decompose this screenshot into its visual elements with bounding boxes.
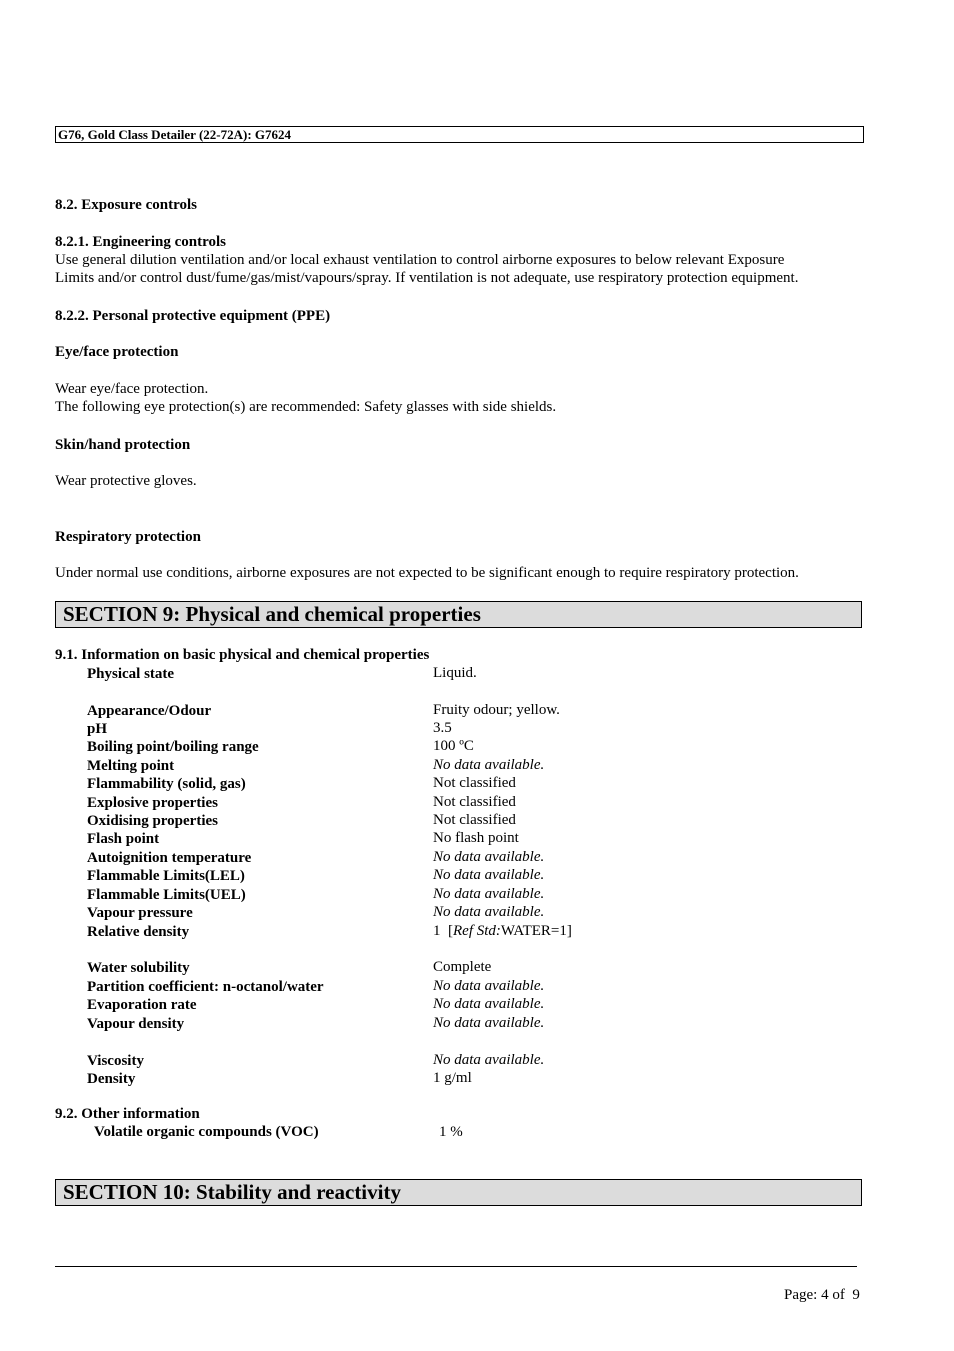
eye-protection-text-line1: Wear eye/face protection. (55, 381, 209, 397)
prop-value-evaporation-rate: No data available. (433, 996, 545, 1012)
prop-value-water-solubility: Complete (433, 959, 492, 975)
prop-value-uel: No data available. (433, 886, 545, 902)
prop-name-water-solubility: Water solubility (87, 960, 190, 976)
prop-name-vapour-density: Vapour density (87, 1016, 185, 1032)
prop-name-autoignition: Autoignition temperature (87, 850, 252, 866)
exposure-controls-heading: 8.2. Exposure controls (55, 197, 197, 213)
skin-protection-heading: Skin/hand protection (55, 437, 191, 453)
prop-value-appearance: Fruity odour; yellow. (433, 702, 560, 718)
voc-label: Volatile organic compounds (VOC) (94, 1124, 319, 1140)
engineering-controls-text-line1: Use general dilution ventilation and/or local exhaust ventilation to control airborne exposures to below relevant Exposure (55, 252, 785, 268)
relative-density-ref-label: Ref Std: (453, 923, 501, 939)
prop-name-lel: Flammable Limits(LEL) (87, 868, 245, 884)
prop-name-ph: pH (87, 721, 108, 737)
prop-name-uel: Flammable Limits(UEL) (87, 887, 246, 903)
skin-protection-text: Wear protective gloves. (55, 473, 197, 489)
prop-value-vapour-density: No data available. (433, 1015, 545, 1031)
other-information-heading: 9.2. Other information (55, 1106, 200, 1122)
prop-name-viscosity: Viscosity (87, 1053, 144, 1069)
engineering-controls-heading: 8.2.1. Engineering controls (55, 234, 226, 250)
voc-value: 1 % (439, 1124, 463, 1140)
prop-name-boiling-point: Boiling point/boiling range (87, 739, 259, 755)
prop-name-evaporation-rate: Evaporation rate (87, 997, 197, 1013)
page-number: Page: 4 of 9 (784, 1287, 860, 1303)
prop-name-physical-state: Physical state (87, 666, 175, 682)
engineering-controls-text-line2: Limits and/or control dust/fume/gas/mist/vapours/spray. If ventilation is not adequate, use respiratory protection equipment. (55, 270, 799, 286)
prop-name-appearance: Appearance/Odour (87, 703, 212, 719)
prop-value-vapour-pressure: No data available. (433, 904, 545, 920)
prop-value-flash-point: No flash point (433, 830, 519, 846)
prop-name-flash-point: Flash point (87, 831, 160, 847)
prop-name-flammability: Flammability (solid, gas) (87, 776, 246, 792)
prop-name-vapour-pressure: Vapour pressure (87, 905, 193, 921)
prop-name-oxidising: Oxidising properties (87, 813, 218, 829)
section10-heading: SECTION 10: Stability and reactivity (55, 1179, 862, 1206)
prop-value-oxidising: Not classified (433, 812, 516, 828)
prop-value-melting-point: No data available. (433, 757, 545, 773)
prop-name-melting-point: Melting point (87, 758, 175, 774)
prop-value-partition-coefficient: No data available. (433, 978, 545, 994)
footer-divider (55, 1266, 857, 1267)
section9-heading: SECTION 9: Physical and chemical properties (55, 601, 862, 628)
relative-density-value: 1 [ (433, 923, 453, 939)
prop-value-boiling-point: 100 ºC (433, 738, 474, 754)
ppe-heading: 8.2.2. Personal protective equipment (PPE) (55, 308, 331, 324)
eye-protection-text-line2: The following eye protection(s) are recommended: Safety glasses with side shields. (55, 399, 557, 415)
prop-value-physical-state: Liquid. (433, 665, 477, 681)
basic-properties-heading: 9.1. Information on basic physical and chemical properties (55, 647, 430, 663)
respiratory-protection-heading: Respiratory protection (55, 529, 201, 545)
prop-value-viscosity: No data available. (433, 1052, 545, 1068)
eye-protection-heading: Eye/face protection (55, 344, 179, 360)
relative-density-ref-value: WATER=1] (500, 923, 572, 939)
prop-value-relative-density (433, 923, 572, 940)
prop-value-lel: No data available. (433, 867, 545, 883)
document-header-product: G76, Gold Class Detailer (22-72A): G7624 (55, 126, 864, 143)
prop-name-explosive: Explosive properties (87, 795, 218, 811)
prop-value-explosive: Not classified (433, 794, 516, 810)
prop-value-flammability: Not classified (433, 775, 516, 791)
prop-name-relative-density: Relative density (87, 924, 190, 940)
prop-name-density: Density (87, 1071, 136, 1087)
prop-value-ph: 3.5 (433, 720, 452, 736)
respiratory-protection-text: Under normal use conditions, airborne exposures are not expected to be significant enough to require respiratory protection. (55, 565, 799, 581)
prop-name-partition-coefficient: Partition coefficient: n-octanol/water (87, 979, 324, 995)
prop-value-autoignition: No data available. (433, 849, 545, 865)
prop-value-density: 1 g/ml (433, 1070, 472, 1086)
